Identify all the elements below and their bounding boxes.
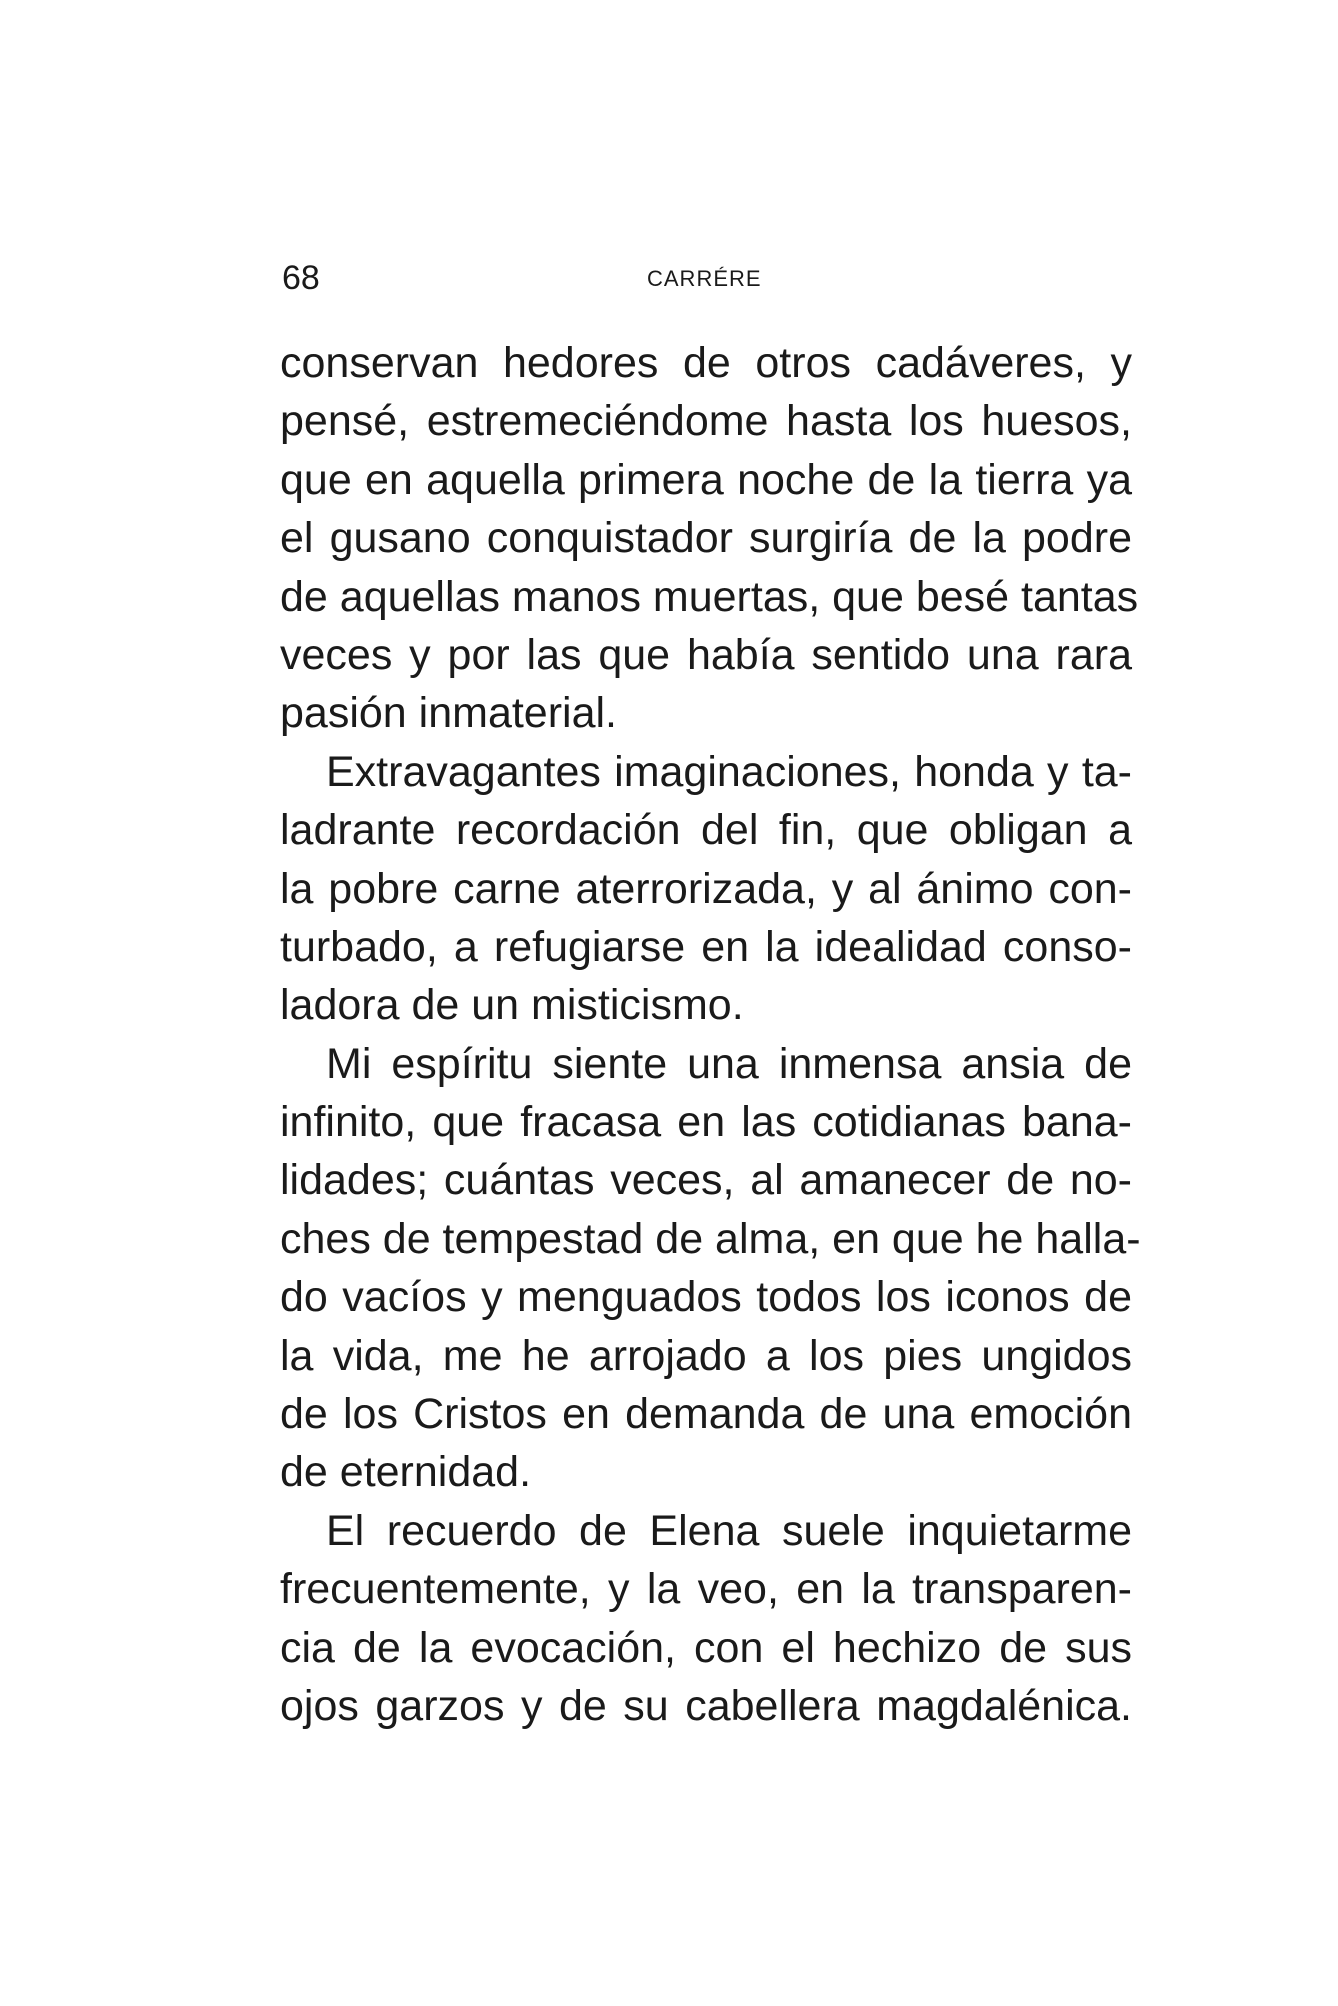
text-line: frecuentemente, y la veo, en la transparen- [280, 1565, 1132, 1614]
paragraph-4 [280, 1502, 1132, 1736]
text-line: ladrante recordación del fin, que obligan a [280, 806, 1132, 855]
text-line: lidades; cuántas veces, al amanecer de no- [280, 1156, 1132, 1205]
text-line: cia de la evocación, con el hechizo de sus [280, 1623, 1132, 1672]
text-line: que en aquella primera noche de la tierra ya [280, 455, 1132, 504]
body-text [280, 334, 1141, 1735]
text-line: de aquellas manos muertas, que besé tantas [280, 572, 1139, 621]
running-head [282, 258, 1132, 298]
text-line: de eternidad. [280, 1448, 532, 1497]
text-line: Mi espíritu siente una inmensa ansia de [326, 1039, 1132, 1088]
page-number: 68 [282, 259, 320, 297]
text-line: de los Cristos en demanda de una emoción [280, 1390, 1132, 1439]
text-line: el gusano conquistador surgiría de la podre [280, 514, 1132, 563]
text-line: veces y por las que había sentido una rara [280, 630, 1132, 679]
paragraph-1 [280, 334, 1139, 743]
text-line: turbado, a refugiarse en la idealidad conso- [280, 922, 1132, 971]
text-line: do vacíos y menguados todos los iconos de [280, 1273, 1132, 1322]
text-line: la pobre carne aterrorizada, y al ánimo con- [280, 864, 1132, 913]
text-line: ladora de un misticismo. [280, 981, 744, 1030]
paragraph-2 [280, 743, 1132, 1035]
text-line: ches de tempestad de alma, en que he halla- [280, 1214, 1141, 1263]
text-line: El recuerdo de Elena suele inquietarme [326, 1506, 1132, 1555]
text-line: la vida, me he arrojado a los pies ungidos [280, 1331, 1132, 1380]
text-line: pensé, estremeciéndome hasta los huesos, [280, 397, 1132, 446]
paragraph-3 [280, 1035, 1141, 1502]
text-line: pasión inmaterial. [280, 689, 618, 738]
text-line: ojos garzos y de su cabellera magdalénica. [280, 1681, 1132, 1730]
running-title: CARRÉRE [647, 266, 762, 291]
text-line: Extravagantes imaginaciones, honda y ta- [326, 747, 1132, 796]
text-line: infinito, que fracasa en las cotidianas bana- [280, 1098, 1132, 1147]
text-line: conservan hedores de otros cadáveres, y [280, 339, 1132, 387]
